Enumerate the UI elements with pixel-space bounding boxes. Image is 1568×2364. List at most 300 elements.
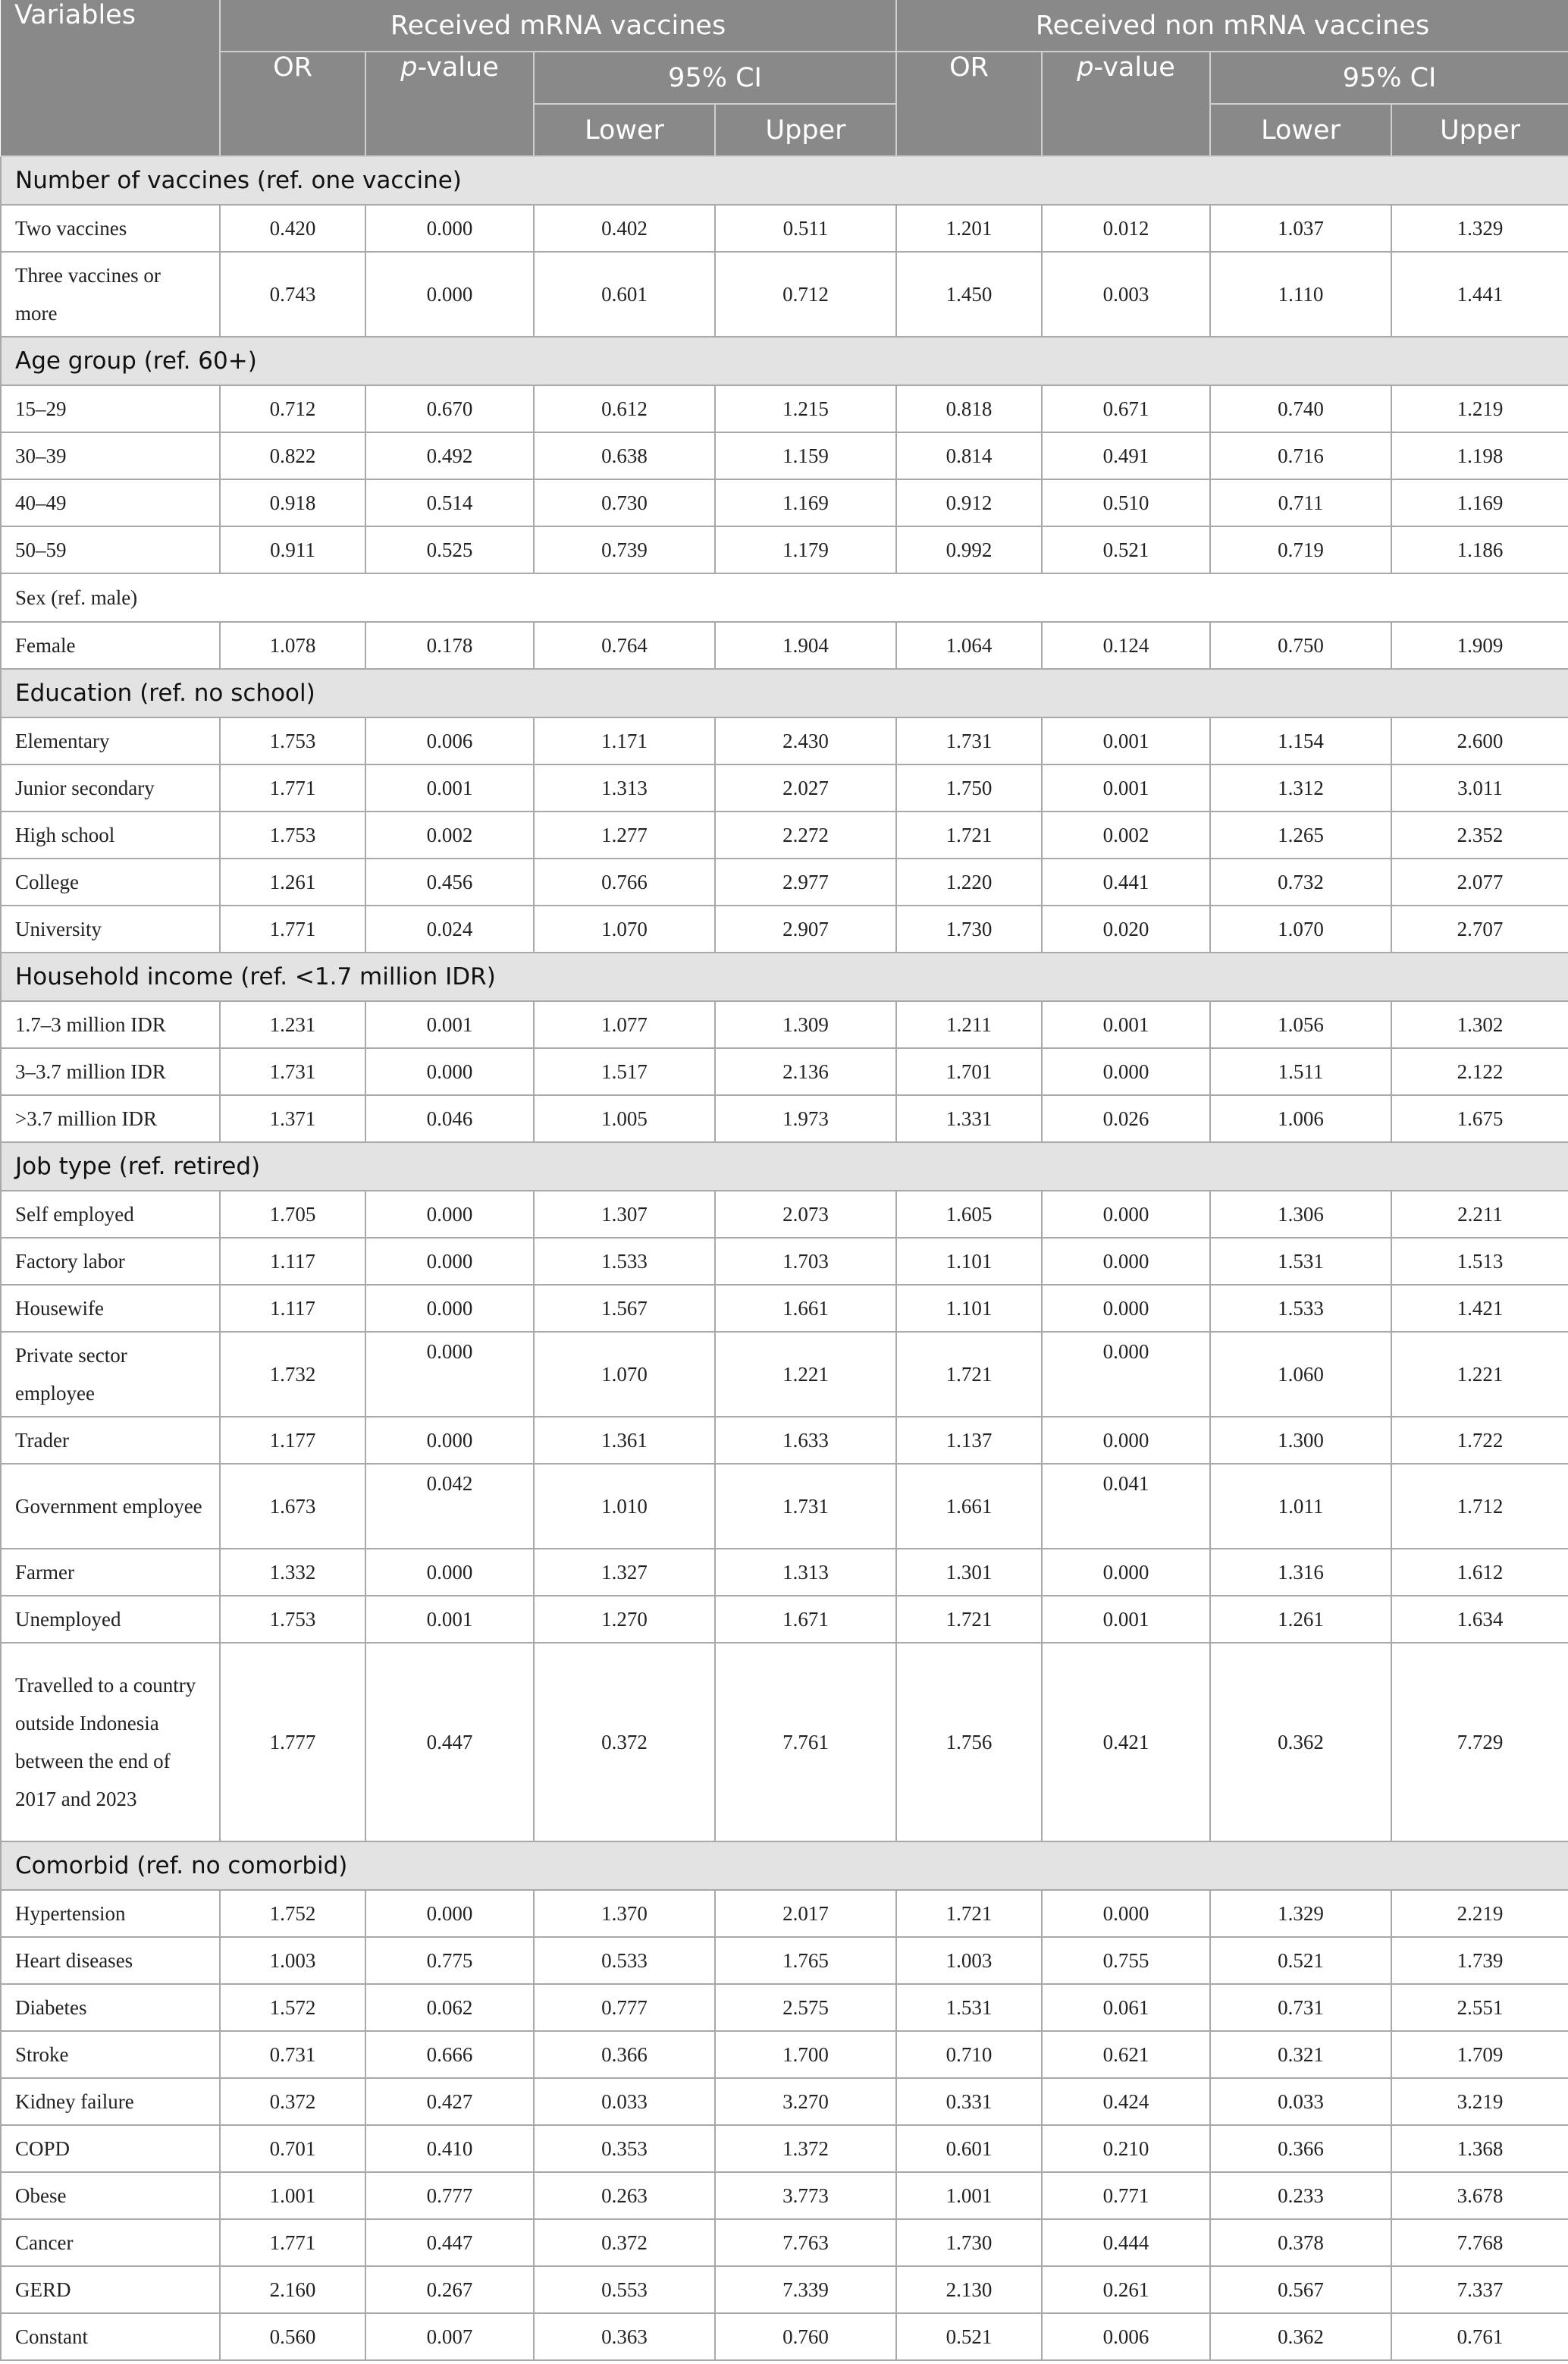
cell-pvalue-non-mrna: 0.210 bbox=[1042, 2125, 1210, 2172]
cell-ci-lower-non-mrna: 1.511 bbox=[1210, 1048, 1391, 1095]
cell-ci-upper-non-mrna: 1.675 bbox=[1391, 1095, 1568, 1142]
header-upper-mrna: Upper bbox=[715, 104, 896, 156]
row-label: Trader bbox=[1, 1417, 220, 1464]
cell-pvalue-non-mrna: 0.001 bbox=[1042, 1001, 1210, 1048]
row-label: 50–59 bbox=[1, 526, 220, 573]
cell-pvalue-non-mrna: 0.000 bbox=[1042, 1048, 1210, 1095]
cell-ci-lower-mrna: 1.010 bbox=[534, 1464, 715, 1549]
table-row bbox=[1, 1285, 1568, 1332]
row-label: 30–39 bbox=[1, 432, 220, 479]
row-label: Factory labor bbox=[1, 1238, 220, 1285]
cell-ci-lower-mrna: 0.730 bbox=[534, 479, 715, 526]
header-or-non-mrna: OR bbox=[896, 52, 1042, 156]
cell-ci-upper-non-mrna: 1.198 bbox=[1391, 432, 1568, 479]
cell-or-non-mrna: 1.137 bbox=[896, 1417, 1042, 1464]
cell-or-mrna: 0.560 bbox=[220, 2313, 365, 2360]
cell-pvalue-mrna: 0.670 bbox=[365, 385, 534, 432]
cell-pvalue-non-mrna: 0.124 bbox=[1042, 622, 1210, 669]
cell-or-mrna: 1.371 bbox=[220, 1095, 365, 1142]
cell-pvalue-mrna: 0.267 bbox=[365, 2266, 534, 2313]
cell-ci-upper-non-mrna: 2.077 bbox=[1391, 859, 1568, 906]
table-row bbox=[1, 479, 1568, 526]
cell-or-non-mrna: 1.003 bbox=[896, 1937, 1042, 1984]
cell-or-non-mrna: 0.710 bbox=[896, 2031, 1042, 2078]
header-ci-non-mrna: 95% CI bbox=[1210, 52, 1568, 104]
section-row bbox=[1, 1142, 1568, 1191]
cell-ci-upper-non-mrna: 1.441 bbox=[1391, 252, 1568, 337]
table-row bbox=[1, 1238, 1568, 1285]
cell-ci-lower-non-mrna: 0.378 bbox=[1210, 2219, 1391, 2266]
cell-or-non-mrna: 0.814 bbox=[896, 432, 1042, 479]
cell-pvalue-non-mrna: 0.671 bbox=[1042, 385, 1210, 432]
row-label: 15–29 bbox=[1, 385, 220, 432]
cell-or-non-mrna: 1.001 bbox=[896, 2172, 1042, 2219]
cell-pvalue-non-mrna: 0.000 bbox=[1042, 1238, 1210, 1285]
cell-ci-lower-mrna: 0.372 bbox=[534, 2219, 715, 2266]
cell-or-mrna: 1.705 bbox=[220, 1191, 365, 1238]
cell-ci-upper-non-mrna: 3.678 bbox=[1391, 2172, 1568, 2219]
cell-ci-upper-non-mrna: 3.219 bbox=[1391, 2078, 1568, 2125]
cell-or-mrna: 1.752 bbox=[220, 1890, 365, 1937]
cell-or-mrna: 1.732 bbox=[220, 1332, 365, 1417]
row-label: Three vaccines or more bbox=[1, 252, 220, 337]
cell-pvalue-mrna: 0.000 bbox=[365, 1238, 534, 1285]
header-pvalue-non-mrna: p-value bbox=[1042, 52, 1210, 156]
cell-pvalue-non-mrna: 0.026 bbox=[1042, 1095, 1210, 1142]
cell-pvalue-non-mrna: 0.441 bbox=[1042, 859, 1210, 906]
row-label: COPD bbox=[1, 2125, 220, 2172]
cell-ci-lower-mrna: 1.517 bbox=[534, 1048, 715, 1095]
cell-ci-upper-mrna: 1.169 bbox=[715, 479, 896, 526]
cell-or-non-mrna: 1.730 bbox=[896, 906, 1042, 953]
cell-ci-upper-non-mrna: 3.011 bbox=[1391, 764, 1568, 812]
cell-or-non-mrna: 1.661 bbox=[896, 1464, 1042, 1549]
cell-ci-lower-non-mrna: 1.011 bbox=[1210, 1464, 1391, 1549]
header-lower-mrna: Lower bbox=[534, 104, 715, 156]
cell-or-non-mrna: 1.220 bbox=[896, 859, 1042, 906]
cell-pvalue-mrna: 0.046 bbox=[365, 1095, 534, 1142]
cell-ci-upper-non-mrna: 2.219 bbox=[1391, 1890, 1568, 1937]
table-row bbox=[1, 1937, 1568, 1984]
cell-pvalue-mrna: 0.427 bbox=[365, 2078, 534, 2125]
cell-pvalue-non-mrna: 0.006 bbox=[1042, 2313, 1210, 2360]
cell-or-mrna: 1.117 bbox=[220, 1238, 365, 1285]
cell-ci-lower-mrna: 1.005 bbox=[534, 1095, 715, 1142]
cell-ci-upper-non-mrna: 1.186 bbox=[1391, 526, 1568, 573]
cell-ci-upper-mrna: 1.904 bbox=[715, 622, 896, 669]
cell-ci-lower-non-mrna: 0.731 bbox=[1210, 1984, 1391, 2031]
cell-or-mrna: 1.177 bbox=[220, 1417, 365, 1464]
cell-ci-upper-non-mrna: 1.712 bbox=[1391, 1464, 1568, 1549]
cell-ci-upper-mrna: 7.763 bbox=[715, 2219, 896, 2266]
cell-ci-upper-mrna: 3.773 bbox=[715, 2172, 896, 2219]
header-variables: Variables bbox=[1, 0, 220, 156]
cell-ci-lower-mrna: 0.533 bbox=[534, 1937, 715, 1984]
cell-or-mrna: 1.078 bbox=[220, 622, 365, 669]
row-label: >3.7 million IDR bbox=[1, 1095, 220, 1142]
cell-or-mrna: 1.332 bbox=[220, 1549, 365, 1596]
table-row bbox=[1, 859, 1568, 906]
cell-pvalue-mrna: 0.178 bbox=[365, 622, 534, 669]
cell-ci-lower-mrna: 0.553 bbox=[534, 2266, 715, 2313]
cell-or-mrna: 0.731 bbox=[220, 2031, 365, 2078]
header-group-non-mrna: Received non mRNA vaccines bbox=[896, 0, 1568, 52]
cell-ci-upper-mrna: 2.575 bbox=[715, 1984, 896, 2031]
cell-pvalue-non-mrna: 0.003 bbox=[1042, 252, 1210, 337]
subsection-row bbox=[1, 573, 1568, 622]
cell-ci-upper-non-mrna: 1.421 bbox=[1391, 1285, 1568, 1332]
row-label: Constant bbox=[1, 2313, 220, 2360]
table-row bbox=[1, 1191, 1568, 1238]
table-row bbox=[1, 2078, 1568, 2125]
header-ci-mrna: 95% CI bbox=[534, 52, 896, 104]
cell-pvalue-non-mrna: 0.261 bbox=[1042, 2266, 1210, 2313]
row-label: Stroke bbox=[1, 2031, 220, 2078]
cell-ci-upper-non-mrna: 1.221 bbox=[1391, 1332, 1568, 1417]
section-label: Age group (ref. 60+) bbox=[1, 337, 1568, 385]
cell-ci-upper-non-mrna: 2.707 bbox=[1391, 906, 1568, 953]
table-row bbox=[1, 205, 1568, 252]
cell-ci-lower-non-mrna: 1.060 bbox=[1210, 1332, 1391, 1417]
cell-pvalue-mrna: 0.000 bbox=[365, 1048, 534, 1095]
table-row bbox=[1, 385, 1568, 432]
table-row bbox=[1, 2172, 1568, 2219]
table-row bbox=[1, 2313, 1568, 2360]
cell-pvalue-non-mrna: 0.000 bbox=[1042, 1549, 1210, 1596]
row-label: Elementary bbox=[1, 717, 220, 764]
cell-or-mrna: 1.753 bbox=[220, 717, 365, 764]
cell-pvalue-non-mrna: 0.001 bbox=[1042, 1596, 1210, 1643]
cell-pvalue-non-mrna: 0.002 bbox=[1042, 812, 1210, 859]
cell-pvalue-mrna: 0.666 bbox=[365, 2031, 534, 2078]
cell-ci-upper-mrna: 1.215 bbox=[715, 385, 896, 432]
cell-or-non-mrna: 2.130 bbox=[896, 2266, 1042, 2313]
cell-ci-upper-mrna: 1.372 bbox=[715, 2125, 896, 2172]
cell-ci-lower-mrna: 0.033 bbox=[534, 2078, 715, 2125]
cell-pvalue-mrna: 0.000 bbox=[365, 1417, 534, 1464]
cell-ci-lower-mrna: 0.263 bbox=[534, 2172, 715, 2219]
cell-ci-lower-non-mrna: 1.154 bbox=[1210, 717, 1391, 764]
cell-or-non-mrna: 0.601 bbox=[896, 2125, 1042, 2172]
cell-or-mrna: 1.261 bbox=[220, 859, 365, 906]
cell-ci-lower-mrna: 1.070 bbox=[534, 906, 715, 953]
cell-ci-lower-non-mrna: 0.233 bbox=[1210, 2172, 1391, 2219]
cell-ci-upper-mrna: 2.136 bbox=[715, 1048, 896, 1095]
cell-pvalue-mrna: 0.024 bbox=[365, 906, 534, 953]
cell-or-non-mrna: 0.331 bbox=[896, 2078, 1042, 2125]
section-row bbox=[1, 953, 1568, 1001]
cell-pvalue-mrna: 0.007 bbox=[365, 2313, 534, 2360]
cell-ci-lower-non-mrna: 0.366 bbox=[1210, 2125, 1391, 2172]
cell-ci-lower-mrna: 1.171 bbox=[534, 717, 715, 764]
cell-ci-lower-mrna: 1.361 bbox=[534, 1417, 715, 1464]
header-or-mrna: OR bbox=[220, 52, 365, 156]
table-row bbox=[1, 2125, 1568, 2172]
cell-or-mrna: 1.117 bbox=[220, 1285, 365, 1332]
cell-pvalue-non-mrna: 0.755 bbox=[1042, 1937, 1210, 1984]
row-label: High school bbox=[1, 812, 220, 859]
cell-pvalue-non-mrna: 0.061 bbox=[1042, 1984, 1210, 2031]
cell-ci-lower-non-mrna: 0.521 bbox=[1210, 1937, 1391, 1984]
row-label: Junior secondary bbox=[1, 764, 220, 812]
cell-or-mrna: 1.572 bbox=[220, 1984, 365, 2031]
cell-pvalue-mrna: 0.000 bbox=[365, 205, 534, 252]
cell-or-non-mrna: 1.756 bbox=[896, 1643, 1042, 1841]
table-row bbox=[1, 526, 1568, 573]
cell-pvalue-non-mrna: 0.012 bbox=[1042, 205, 1210, 252]
cell-ci-lower-mrna: 0.601 bbox=[534, 252, 715, 337]
subsection-label: Sex (ref. male) bbox=[1, 573, 1568, 622]
table-row bbox=[1, 812, 1568, 859]
table-row bbox=[1, 622, 1568, 669]
cell-ci-upper-mrna: 0.760 bbox=[715, 2313, 896, 2360]
cell-pvalue-mrna: 0.410 bbox=[365, 2125, 534, 2172]
cell-ci-upper-non-mrna: 1.302 bbox=[1391, 1001, 1568, 1048]
cell-ci-upper-mrna: 0.511 bbox=[715, 205, 896, 252]
cell-pvalue-mrna: 0.456 bbox=[365, 859, 534, 906]
cell-pvalue-non-mrna: 0.000 bbox=[1042, 1417, 1210, 1464]
table-row bbox=[1, 1643, 1568, 1841]
cell-ci-upper-mrna: 1.221 bbox=[715, 1332, 896, 1417]
cell-or-mrna: 0.918 bbox=[220, 479, 365, 526]
cell-ci-lower-non-mrna: 0.719 bbox=[1210, 526, 1391, 573]
cell-or-mrna: 1.001 bbox=[220, 2172, 365, 2219]
cell-ci-lower-mrna: 0.353 bbox=[534, 2125, 715, 2172]
table-row bbox=[1, 906, 1568, 953]
cell-pvalue-non-mrna: 0.000 bbox=[1042, 1285, 1210, 1332]
cell-ci-upper-mrna: 1.700 bbox=[715, 2031, 896, 2078]
cell-ci-upper-mrna: 7.761 bbox=[715, 1643, 896, 1841]
cell-or-non-mrna: 1.750 bbox=[896, 764, 1042, 812]
cell-or-non-mrna: 1.731 bbox=[896, 717, 1042, 764]
cell-or-non-mrna: 1.101 bbox=[896, 1285, 1042, 1332]
cell-or-mrna: 1.231 bbox=[220, 1001, 365, 1048]
cell-or-mrna: 0.743 bbox=[220, 252, 365, 337]
cell-ci-lower-non-mrna: 1.037 bbox=[1210, 205, 1391, 252]
table-row bbox=[1, 1984, 1568, 2031]
table-row bbox=[1, 1332, 1568, 1417]
cell-ci-lower-mrna: 0.777 bbox=[534, 1984, 715, 2031]
cell-pvalue-non-mrna: 0.001 bbox=[1042, 764, 1210, 812]
cell-pvalue-mrna: 0.000 bbox=[365, 252, 534, 337]
cell-or-non-mrna: 1.721 bbox=[896, 1596, 1042, 1643]
cell-or-non-mrna: 0.521 bbox=[896, 2313, 1042, 2360]
table-row bbox=[1, 764, 1568, 812]
cell-ci-upper-non-mrna: 2.551 bbox=[1391, 1984, 1568, 2031]
cell-ci-upper-mrna: 1.671 bbox=[715, 1596, 896, 1643]
cell-or-non-mrna: 1.721 bbox=[896, 1890, 1042, 1937]
cell-ci-upper-non-mrna: 0.761 bbox=[1391, 2313, 1568, 2360]
cell-ci-upper-mrna: 2.430 bbox=[715, 717, 896, 764]
cell-ci-lower-mrna: 1.277 bbox=[534, 812, 715, 859]
cell-ci-lower-non-mrna: 0.362 bbox=[1210, 1643, 1391, 1841]
section-row bbox=[1, 337, 1568, 385]
cell-pvalue-mrna: 0.492 bbox=[365, 432, 534, 479]
cell-ci-lower-non-mrna: 1.531 bbox=[1210, 1238, 1391, 1285]
cell-ci-lower-mrna: 0.764 bbox=[534, 622, 715, 669]
cell-or-mrna: 1.777 bbox=[220, 1643, 365, 1841]
cell-ci-lower-non-mrna: 1.300 bbox=[1210, 1417, 1391, 1464]
cell-ci-lower-mrna: 1.327 bbox=[534, 1549, 715, 1596]
cell-or-non-mrna: 1.331 bbox=[896, 1095, 1042, 1142]
cell-or-mrna: 1.753 bbox=[220, 812, 365, 859]
cell-ci-upper-mrna: 2.977 bbox=[715, 859, 896, 906]
cell-pvalue-mrna: 0.000 bbox=[365, 1285, 534, 1332]
cell-ci-upper-non-mrna: 1.169 bbox=[1391, 479, 1568, 526]
cell-pvalue-non-mrna: 0.521 bbox=[1042, 526, 1210, 573]
cell-ci-upper-non-mrna: 1.909 bbox=[1391, 622, 1568, 669]
cell-ci-lower-non-mrna: 1.261 bbox=[1210, 1596, 1391, 1643]
cell-ci-lower-non-mrna: 1.006 bbox=[1210, 1095, 1391, 1142]
row-label: Self employed bbox=[1, 1191, 220, 1238]
cell-or-mrna: 0.911 bbox=[220, 526, 365, 573]
cell-or-non-mrna: 1.721 bbox=[896, 1332, 1042, 1417]
cell-pvalue-mrna: 0.447 bbox=[365, 2219, 534, 2266]
table-row bbox=[1, 1464, 1568, 1549]
cell-ci-upper-mrna: 2.027 bbox=[715, 764, 896, 812]
cell-ci-lower-mrna: 1.307 bbox=[534, 1191, 715, 1238]
cell-pvalue-non-mrna: 0.000 bbox=[1042, 1191, 1210, 1238]
row-label: Unemployed bbox=[1, 1596, 220, 1643]
cell-pvalue-non-mrna: 0.421 bbox=[1042, 1643, 1210, 1841]
cell-pvalue-mrna: 0.447 bbox=[365, 1643, 534, 1841]
row-label: Kidney failure bbox=[1, 2078, 220, 2125]
cell-ci-lower-non-mrna: 0.321 bbox=[1210, 2031, 1391, 2078]
cell-ci-upper-non-mrna: 1.513 bbox=[1391, 1238, 1568, 1285]
cell-or-mrna: 1.771 bbox=[220, 764, 365, 812]
cell-pvalue-non-mrna: 0.041 bbox=[1042, 1464, 1210, 1549]
cell-ci-lower-non-mrna: 0.750 bbox=[1210, 622, 1391, 669]
cell-ci-upper-mrna: 1.731 bbox=[715, 1464, 896, 1549]
cell-ci-upper-non-mrna: 7.337 bbox=[1391, 2266, 1568, 2313]
cell-or-mrna: 1.771 bbox=[220, 906, 365, 953]
row-label: GERD bbox=[1, 2266, 220, 2313]
cell-ci-upper-non-mrna: 1.612 bbox=[1391, 1549, 1568, 1596]
cell-pvalue-mrna: 0.525 bbox=[365, 526, 534, 573]
cell-pvalue-non-mrna: 0.621 bbox=[1042, 2031, 1210, 2078]
cell-or-mrna: 0.822 bbox=[220, 432, 365, 479]
cell-ci-lower-non-mrna: 1.533 bbox=[1210, 1285, 1391, 1332]
cell-or-mrna: 0.712 bbox=[220, 385, 365, 432]
cell-ci-lower-mrna: 0.612 bbox=[534, 385, 715, 432]
cell-pvalue-mrna: 0.042 bbox=[365, 1464, 534, 1549]
cell-ci-lower-non-mrna: 0.567 bbox=[1210, 2266, 1391, 2313]
cell-ci-upper-non-mrna: 1.634 bbox=[1391, 1596, 1568, 1643]
cell-pvalue-non-mrna: 0.444 bbox=[1042, 2219, 1210, 2266]
cell-ci-upper-mrna: 1.633 bbox=[715, 1417, 896, 1464]
table-row bbox=[1, 2266, 1568, 2313]
cell-or-non-mrna: 1.211 bbox=[896, 1001, 1042, 1048]
cell-ci-lower-non-mrna: 0.711 bbox=[1210, 479, 1391, 526]
cell-ci-lower-non-mrna: 1.265 bbox=[1210, 812, 1391, 859]
cell-ci-upper-mrna: 3.270 bbox=[715, 2078, 896, 2125]
cell-ci-lower-non-mrna: 1.312 bbox=[1210, 764, 1391, 812]
row-label: Two vaccines bbox=[1, 205, 220, 252]
cell-or-mrna: 1.753 bbox=[220, 1596, 365, 1643]
row-label: 40–49 bbox=[1, 479, 220, 526]
cell-ci-lower-non-mrna: 1.056 bbox=[1210, 1001, 1391, 1048]
cell-or-non-mrna: 1.201 bbox=[896, 205, 1042, 252]
cell-pvalue-mrna: 0.000 bbox=[365, 1191, 534, 1238]
header-upper-non-mrna: Upper bbox=[1391, 104, 1568, 156]
cell-ci-lower-non-mrna: 1.306 bbox=[1210, 1191, 1391, 1238]
cell-ci-upper-non-mrna: 1.709 bbox=[1391, 2031, 1568, 2078]
cell-ci-lower-mrna: 0.372 bbox=[534, 1643, 715, 1841]
cell-pvalue-mrna: 0.000 bbox=[365, 1332, 534, 1417]
cell-ci-lower-mrna: 1.567 bbox=[534, 1285, 715, 1332]
table-row bbox=[1, 1095, 1568, 1142]
cell-ci-upper-mrna: 2.907 bbox=[715, 906, 896, 953]
cell-ci-upper-non-mrna: 7.768 bbox=[1391, 2219, 1568, 2266]
cell-pvalue-mrna: 0.006 bbox=[365, 717, 534, 764]
cell-or-non-mrna: 1.064 bbox=[896, 622, 1042, 669]
cell-or-mrna: 2.160 bbox=[220, 2266, 365, 2313]
cell-pvalue-mrna: 0.775 bbox=[365, 1937, 534, 1984]
cell-ci-lower-non-mrna: 0.716 bbox=[1210, 432, 1391, 479]
cell-pvalue-non-mrna: 0.510 bbox=[1042, 479, 1210, 526]
row-label: 1.7–3 million IDR bbox=[1, 1001, 220, 1048]
cell-ci-upper-mrna: 1.313 bbox=[715, 1549, 896, 1596]
row-label: Diabetes bbox=[1, 1984, 220, 2031]
cell-ci-upper-mrna: 0.712 bbox=[715, 252, 896, 337]
cell-ci-upper-non-mrna: 1.329 bbox=[1391, 205, 1568, 252]
cell-or-non-mrna: 1.605 bbox=[896, 1191, 1042, 1238]
cell-or-mrna: 1.731 bbox=[220, 1048, 365, 1095]
row-label: Cancer bbox=[1, 2219, 220, 2266]
table-row bbox=[1, 1001, 1568, 1048]
cell-ci-upper-non-mrna: 2.122 bbox=[1391, 1048, 1568, 1095]
section-label: Education (ref. no school) bbox=[1, 669, 1568, 717]
cell-ci-lower-mrna: 1.077 bbox=[534, 1001, 715, 1048]
row-label: Private sector employee bbox=[1, 1332, 220, 1417]
cell-ci-lower-non-mrna: 1.329 bbox=[1210, 1890, 1391, 1937]
table-row bbox=[1, 1417, 1568, 1464]
cell-ci-upper-non-mrna: 7.729 bbox=[1391, 1643, 1568, 1841]
cell-ci-upper-non-mrna: 2.600 bbox=[1391, 717, 1568, 764]
cell-or-non-mrna: 1.301 bbox=[896, 1549, 1042, 1596]
cell-ci-lower-non-mrna: 0.362 bbox=[1210, 2313, 1391, 2360]
cell-pvalue-non-mrna: 0.000 bbox=[1042, 1890, 1210, 1937]
cell-ci-lower-non-mrna: 1.316 bbox=[1210, 1549, 1391, 1596]
cell-ci-lower-mrna: 0.638 bbox=[534, 432, 715, 479]
cell-ci-lower-non-mrna: 0.740 bbox=[1210, 385, 1391, 432]
table-row bbox=[1, 1048, 1568, 1095]
cell-ci-upper-mrna: 2.017 bbox=[715, 1890, 896, 1937]
cell-pvalue-mrna: 0.000 bbox=[365, 1890, 534, 1937]
cell-ci-upper-non-mrna: 1.368 bbox=[1391, 2125, 1568, 2172]
cell-ci-upper-non-mrna: 1.722 bbox=[1391, 1417, 1568, 1464]
cell-ci-lower-mrna: 0.363 bbox=[534, 2313, 715, 2360]
cell-or-non-mrna: 1.701 bbox=[896, 1048, 1042, 1095]
table-row bbox=[1, 1549, 1568, 1596]
cell-pvalue-mrna: 0.062 bbox=[365, 1984, 534, 2031]
cell-ci-lower-mrna: 1.370 bbox=[534, 1890, 715, 1937]
header-pvalue-mrna: p-value bbox=[365, 52, 534, 156]
table-row bbox=[1, 252, 1568, 337]
header-group-mrna: Received mRNA vaccines bbox=[220, 0, 896, 52]
cell-ci-upper-non-mrna: 2.211 bbox=[1391, 1191, 1568, 1238]
cell-ci-lower-mrna: 1.313 bbox=[534, 764, 715, 812]
cell-ci-upper-mrna: 2.272 bbox=[715, 812, 896, 859]
cell-or-non-mrna: 1.730 bbox=[896, 2219, 1042, 2266]
section-label: Household income (ref. <1.7 million IDR) bbox=[1, 953, 1568, 1001]
cell-ci-upper-mrna: 7.339 bbox=[715, 2266, 896, 2313]
row-label: Farmer bbox=[1, 1549, 220, 1596]
row-label: Hypertension bbox=[1, 1890, 220, 1937]
section-row bbox=[1, 1841, 1568, 1890]
cell-ci-lower-mrna: 0.766 bbox=[534, 859, 715, 906]
cell-ci-upper-mrna: 1.179 bbox=[715, 526, 896, 573]
